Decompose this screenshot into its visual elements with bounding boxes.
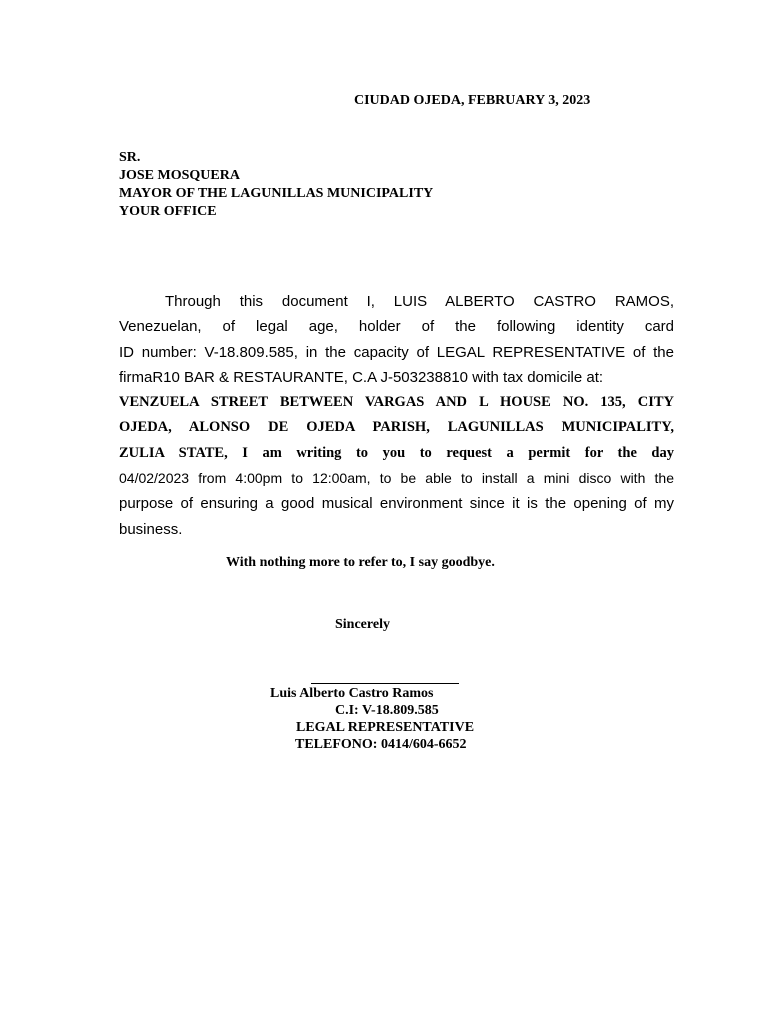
recipient-name: JOSE MOSQUERA <box>119 168 240 183</box>
body-line: business. <box>119 520 183 538</box>
valediction: Sincerely <box>335 617 390 632</box>
body-line: ID number: V-18.809.585, in the capacity of LEGAL REPRESENTATIVE of the <box>119 343 674 361</box>
recipient-location: YOUR OFFICE <box>119 204 217 219</box>
recipient-salutation: SR. <box>119 150 141 165</box>
body-line-address: OJEDA, ALONSO DE OJEDA PARISH, LAGUNILLAS MUNICIPALITY, <box>119 419 674 436</box>
closing-line: With nothing more to refer to, I say goodbye. <box>226 555 495 570</box>
recipient-title: MAYOR OF THE LAGUNILLAS MUNICIPALITY <box>119 186 434 201</box>
body-line: 04/02/2023 from 4:00pm to 12:00am, to be able to install a mini disco with the <box>119 470 674 487</box>
body-line-address: VENZUELA STREET BETWEEN VARGAS AND L HOUSE NO. 135, CITY <box>119 394 674 411</box>
body-line: purpose of ensuring a good musical environment since it is the opening of my <box>119 495 674 513</box>
body-line: firmaR10 BAR & RESTAURANTE, C.A J-503238810 with tax domicile at: <box>119 368 604 386</box>
signature-name: Luis Alberto Castro Ramos <box>270 686 434 701</box>
signature-line <box>311 683 459 684</box>
letter-date: CIUDAD OJEDA, FEBRUARY 3, 2023 <box>354 93 591 108</box>
body-line-address: ZULIA STATE, I am writing to you to request a permit for the day <box>119 444 674 461</box>
recipient-block <box>119 149 433 221</box>
body-line: Through this document I, LUIS ALBERTO CASTRO RAMOS, <box>165 293 674 310</box>
body-line: Venezuelan, of legal age, holder of the following identity card <box>119 318 674 336</box>
signature-id: C.I: V-18.809.585 <box>335 703 439 718</box>
letter-body <box>119 289 674 542</box>
signature-role: LEGAL REPRESENTATIVE <box>296 720 475 735</box>
signature-phone: TELEFONO: 0414/604-6652 <box>295 737 467 752</box>
